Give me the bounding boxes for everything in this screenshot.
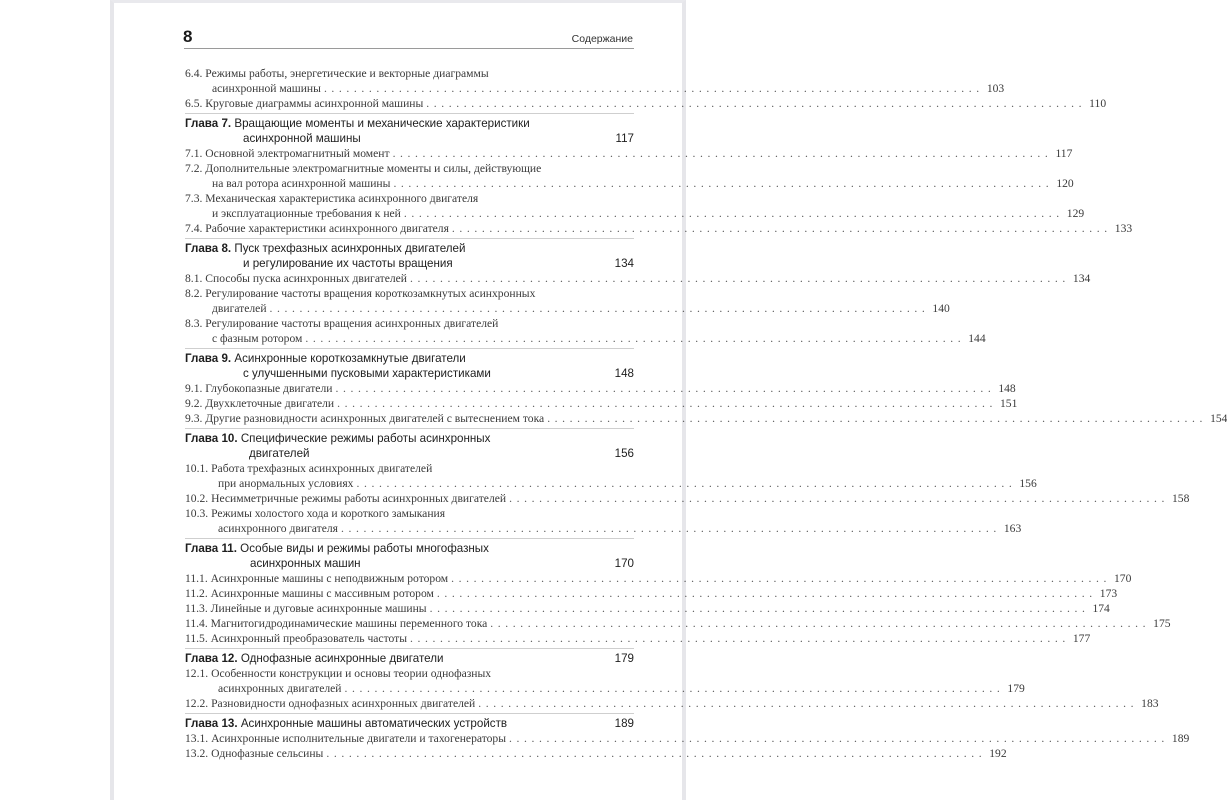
chapter-label: Глава 9. (185, 352, 232, 365)
chapter-9 (185, 348, 634, 381)
page-ref: 189 (612, 716, 634, 731)
toc-entry-11-1[interactable]: 11.1. Асинхронные машины с неподвижным ротором ........................................................................................ 170 (185, 572, 1132, 585)
page-ref: 170 (612, 556, 634, 571)
leader-dots: ........................................................................................ (326, 747, 987, 760)
chapter-11 (185, 538, 634, 571)
toc-entry-10-2[interactable]: 10.2. Несимметричные режимы работы асинхронных двигателей ........................................................................................ 158 (185, 492, 1190, 505)
toc-entry-6-4-cont[interactable]: асинхронной машины ........................................................................................ 103 (212, 82, 1005, 95)
page-ref: 134 (1070, 271, 1090, 286)
toc-entry-7-4[interactable]: 7.4. Рабочие характеристики асинхронного двигателя ........................................................................................ 133 (185, 222, 1133, 235)
page-ref: 110 (1086, 96, 1106, 111)
leader-dots: ........................................................................................ (305, 332, 966, 345)
chapter-heading-13[interactable]: Глава 13. Асинхронные машины автоматических устройств 189 (185, 717, 634, 730)
toc-entry-8-1[interactable]: 8.1. Способы пуска асинхронных двигателей ........................................................................................ 134 (185, 272, 1091, 285)
chapter-8 (185, 238, 634, 271)
leader-dots: ........................................................................................ (335, 382, 996, 395)
page-ref: 148 (612, 366, 634, 381)
leader-dots: ........................................................................................ (509, 492, 1169, 505)
leader-dots: ........................................................................................ (426, 97, 1087, 110)
page-ref: 144 (965, 331, 985, 346)
page-ref: 179 (1004, 681, 1024, 696)
leader-dots: ........................................................................................ (393, 177, 1054, 190)
page-ref: 170 (1111, 571, 1131, 586)
page-ref: 148 (995, 381, 1015, 396)
toc-entry-10-1[interactable]: 10.1. Работа трехфазных асинхронных двигателей (185, 461, 634, 476)
chapter-heading-11-cont[interactable]: асинхронных машин 170 (250, 557, 634, 570)
page-ref: 183 (1138, 696, 1158, 711)
leader-dots: ........................................................................................ (269, 302, 930, 315)
chapter-heading-7-cont[interactable]: асинхронной машины 117 (243, 132, 634, 145)
leader-dots: ........................................................................................ (451, 572, 1111, 585)
toc-entry-12-1[interactable]: 12.1. Особенности конструкции и основы теории однофазных (185, 666, 634, 681)
page-ref: 177 (1070, 631, 1090, 646)
page-ref: 173 (1097, 586, 1117, 601)
chapter-7 (185, 113, 634, 146)
page-number: 8 (183, 27, 193, 46)
toc-entry-8-2[interactable]: 8.2. Регулирование частоты вращения короткозамкнутых асинхронных (185, 286, 634, 301)
toc-entry-12-2[interactable]: 12.2. Разновидности однофазных асинхронных двигателей ........................................................................................ 183 (185, 697, 1159, 710)
page-ref: 151 (997, 396, 1017, 411)
toc-entry-12-1-cont[interactable]: асинхронных двигателей ........................................................................................ 179 (218, 682, 1025, 695)
toc-entry-7-3[interactable]: 7.3. Механическая характеристика асинхронного двигателя (185, 191, 634, 206)
chapter-heading-8[interactable]: Глава 8. Пуск трехфазных асинхронных двигателей (185, 241, 634, 256)
page-ref: 163 (1001, 521, 1021, 536)
chapter-12 (185, 648, 634, 666)
page-ref: 134 (612, 256, 634, 271)
toc-entry-8-3[interactable]: 8.3. Регулирование частоты вращения асинхронных двигателей (185, 316, 634, 331)
toc-entry-10-1-cont[interactable]: при анормальных условиях ........................................................................................ 156 (218, 477, 1037, 490)
leader-dots: ........................................................................................ (547, 412, 1208, 425)
page-ref: 129 (1064, 206, 1084, 221)
page-ref: 179 (612, 651, 634, 666)
page-ref: 156 (1016, 476, 1036, 491)
toc-entry-6-5[interactable]: 6.5. Круговые диаграммы асинхронной машины ........................................................................................ 110 (185, 97, 1107, 110)
leader-dots: ........................................................................................ (344, 682, 1005, 695)
page-ref: 103 (984, 81, 1004, 96)
leader-dots: ........................................................................................ (409, 632, 1070, 645)
chapter-heading-10[interactable]: Глава 10. Специфические режимы работы асинхронных (185, 431, 634, 446)
leader-dots: ........................................................................................ (490, 617, 1151, 630)
page-ref: 174 (1089, 601, 1109, 616)
toc-entry-9-2[interactable]: 9.2. Двухклеточные двигатели ........................................................................................ 151 (185, 397, 1018, 410)
toc-entry-11-3[interactable]: 11.3. Линейные и дуговые асинхронные машины ........................................................................................ 174 (185, 602, 1110, 615)
toc-entry-8-3-cont[interactable]: с фазным ротором ........................................................................................ 144 (212, 332, 986, 345)
running-header-title: Содержание (571, 33, 633, 45)
chapter-label: Глава 7. (185, 117, 232, 130)
page-ref: 117 (613, 131, 634, 146)
toc-entry-7-1[interactable]: 7.1. Основной электромагнитный момент ........................................................................................ 117 (185, 147, 1073, 160)
leader-dots: ........................................................................................ (340, 522, 1001, 535)
leader-dots: ........................................................................................ (451, 222, 1112, 235)
chapter-label: Глава 8. (185, 242, 232, 255)
chapter-label: Глава 12. (185, 652, 238, 665)
leader-dots: ........................................................................................ (403, 207, 1064, 220)
leader-dots: ........................................................................................ (429, 602, 1090, 615)
toc-entry-8-2-cont[interactable]: двигателей ........................................................................................ 140 (212, 302, 950, 315)
toc-entry-7-3-cont[interactable]: и эксплуатационные требования к ней ........................................................................................ 129 (212, 207, 1085, 220)
leader-dots: ........................................................................................ (478, 697, 1139, 710)
page-ref: 140 (929, 301, 949, 316)
chapter-heading-7[interactable]: Глава 7. Вращающие моменты и механические характеристики (185, 116, 634, 131)
toc-entry-9-1[interactable]: 9.1. Глубокопазные двигатели ........................................................................................ 148 (185, 382, 1016, 395)
chapter-heading-8-cont[interactable]: и регулирование их частоты вращения 134 (243, 257, 634, 270)
page-ref: 192 (986, 746, 1006, 761)
table-of-contents (185, 66, 1227, 761)
chapter-heading-9-cont[interactable]: с улучшенными пусковыми характеристиками 148 (243, 367, 634, 380)
chapter-heading-10-cont[interactable]: двигателей 156 (249, 447, 634, 460)
toc-entry-11-4[interactable]: 11.4. Магнитогидродинамические машины переменного тока ........................................................................................ 175 (185, 617, 1171, 630)
page-ref: 154 (1207, 411, 1227, 426)
chapter-label: Глава 11. (185, 542, 237, 555)
chapter-heading-9[interactable]: Глава 9. Асинхронные короткозамкнутые двигатели (185, 351, 634, 366)
page-ref: 175 (1150, 616, 1170, 631)
toc-entry-13-2[interactable]: 13.2. Однофазные сельсины ........................................................................................ 192 (185, 747, 1007, 760)
page-ref: 117 (1052, 146, 1072, 161)
chapter-13 (185, 713, 634, 731)
toc-entry-6-4[interactable]: 6.4. Режимы работы, энергетические и векторные диаграммы (185, 66, 634, 81)
page-ref: 133 (1112, 221, 1132, 236)
toc-entry-10-3[interactable]: 10.3. Режимы холостого хода и короткого замыкания (185, 506, 634, 521)
leader-dots: ........................................................................................ (410, 272, 1070, 285)
toc-entry-11-2[interactable]: 11.2. Асинхронные машины с массивным ротором ........................................................................................ 173 (185, 587, 1118, 600)
toc-entry-10-3-cont[interactable]: асинхронного двигателя ........................................................................................ 163 (218, 522, 1022, 535)
leader-dots: ........................................................................................ (337, 397, 997, 410)
header-rule (184, 48, 634, 49)
toc-entry-13-1[interactable]: 13.1. Асинхронные исполнительные двигатели и тахогенераторы ........................................................................................ 189 (185, 732, 1190, 745)
toc-entry-9-3[interactable]: 9.3. Другие разновидности асинхронных двигателей с вытеснением тока ........................................................................................ 154 (185, 412, 1227, 425)
leader-dots: ........................................................................................ (356, 477, 1017, 490)
chapter-heading-11[interactable]: Глава 11. Особые виды и режимы работы многофазных (185, 541, 634, 556)
page-ref: 189 (1169, 731, 1189, 746)
chapter-heading-12[interactable]: Глава 12. Однофазные асинхронные двигатели 179 (185, 652, 634, 665)
leader-dots: ........................................................................................ (436, 587, 1097, 600)
chapter-10 (185, 428, 634, 461)
chapter-label: Глава 10. (185, 432, 238, 445)
toc-entry-11-5[interactable]: 11.5. Асинхронный преобразователь частоты ........................................................................................ 177 (185, 632, 1091, 645)
page-ref: 156 (612, 446, 634, 461)
leader-dots: ........................................................................................ (323, 82, 984, 95)
leader-dots: ........................................................................................ (509, 732, 1169, 745)
toc-entry-7-2[interactable]: 7.2. Дополнительные электромагнитные моменты и силы, действующие (185, 161, 634, 176)
page-ref: 158 (1169, 491, 1189, 506)
chapter-label: Глава 13. (185, 717, 238, 730)
toc-entry-7-2-cont[interactable]: на вал ротора асинхронной машины ........................................................................................ 120 (212, 177, 1074, 190)
leader-dots: ........................................................................................ (392, 147, 1053, 160)
page-ref: 120 (1053, 176, 1073, 191)
